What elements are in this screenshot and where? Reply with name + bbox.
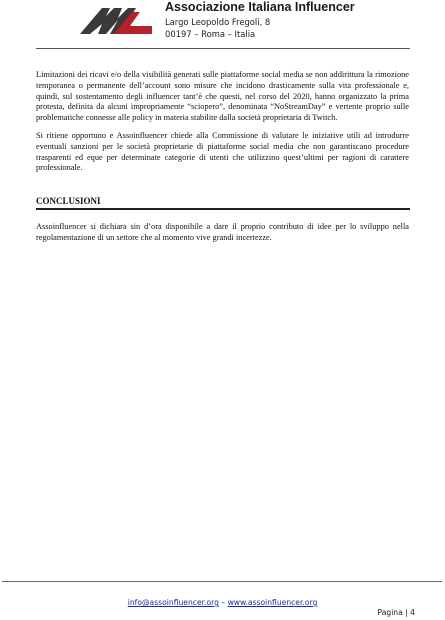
page-number: Pagina | 4 [377, 608, 415, 617]
header-divider [36, 48, 410, 49]
footer-divider [2, 581, 442, 582]
section-divider [36, 208, 410, 210]
assoinfluencer-logo [80, 4, 152, 34]
paragraph-text: Si ritiene opportuno e Assoinfluencer chiede alla Commissione di valutare le iniziative utili ad introdurre eventuali sanzioni per le società proprietarie di piattaforme social media che non garantiscano procedure trasparenti ed eque per determinate categorie di utenti che utilizzino quest’ultimi per ragioni di carattere professionale. [36, 131, 409, 173]
organization-name: Associazione Italiana Influencer [165, 0, 355, 14]
paragraph-text: Limitazioni dei ricavi e/o della visibilità generati sulle piattaforme social media se non addirittura la rimozione temporanea o permanente dell’account sono misure che incidono drasticamente sulla vita professionale e, quindi, sul sostentamento degli influencer tant’è che questi, nel corso del 2020, hanno organizzato la prima protesta, definita da alcuni impropriamente “sciopero”, denominata “NoStreamDay” e vertente proprio sulle problematiche connesse alle policy in materia stabilite dalla società proprietaria di Twitch. [36, 70, 409, 123]
body-paragraph-2 [36, 131, 409, 174]
email-link[interactable]: info@assoinfluencer.org [127, 598, 219, 607]
website-link[interactable]: www.assoinfluencer.org [227, 598, 318, 607]
address-line-1: Largo Leopoldo Fregoli, 8 [165, 17, 271, 27]
address-line-2: 00197 – Roma – Italia [165, 29, 256, 39]
section-heading: CONCLUSIONI [36, 196, 101, 206]
footer-contacts [0, 598, 445, 607]
footer-separator: – [221, 598, 226, 607]
body-paragraph-3 [36, 222, 409, 244]
paragraph-text: Assoinfluencer si dichiara sin d’ora disponibile a dare il proprio contributo di idee per lo sviluppo nella regolamentazione di un settore che al momento vive grandi incertezze. [36, 222, 409, 242]
body-paragraph-1 [36, 70, 409, 124]
